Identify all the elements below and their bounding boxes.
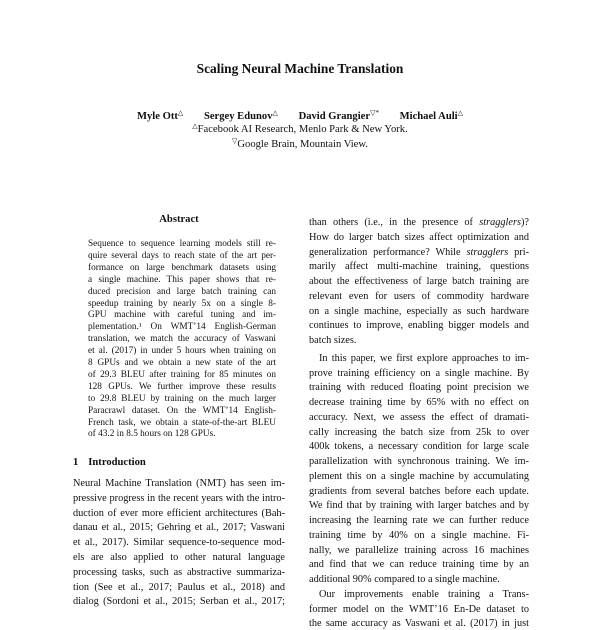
author: Michael Auli△	[399, 109, 463, 122]
abstract-line: quire several days to reach state of the art per-	[88, 250, 276, 261]
paragraph-line: former model on the WMT’16 En-De dataset to	[309, 603, 529, 615]
abstract-line: translation, we match the accuracy of Vaswani	[88, 334, 276, 345]
paragraph-line: additional 90% compared to a single machine.	[309, 574, 500, 585]
abstract-line: a single machine. This paper shows that re-	[88, 274, 276, 285]
abstract-line: of 29.3 BLEU after training for 85 minutes on	[88, 369, 276, 380]
paragraph-line: 400k tokens, a necessary condition for large scale	[309, 441, 529, 453]
abstract-line: 8 GPUs and we obtain a new state of the art	[88, 358, 276, 368]
paragraph-line: et al., 2017). Similar sequence-to-sequence mod-	[73, 537, 285, 549]
abstract-line: of 43.2 in 8.5 hours on 128 GPUs.	[88, 429, 216, 440]
paragraph-line: about the effectiveness of large batch training are	[309, 276, 529, 287]
paragraph-line: marily affect multi-machine training, questions	[309, 261, 529, 273]
paragraph-line: than others (i.e., in the presence of stragglers)?	[309, 217, 529, 228]
paragraph-line: processing tasks, such as abstractive summariza-	[73, 566, 285, 578]
affiliation: ▽Google Brain, Mountain View.	[232, 137, 368, 150]
author-affiliation-mark: △	[457, 109, 463, 117]
author-affiliation-mark: △	[177, 109, 184, 117]
abstract-line: French task, we obtain a state-of-the-art BLEU	[88, 417, 276, 428]
paragraph-line: batch sizes.	[309, 335, 357, 346]
paragraph-line: on a single machine, especially as such hardware	[309, 305, 529, 317]
paragraph-line: gradients from several batches before each update.	[309, 485, 529, 497]
paragraph-line: els are also applied to other natural language	[73, 552, 285, 563]
paragraph-line: Neural Machine Translation (NMT) has seen im-	[73, 478, 285, 489]
author: Sergey Edunov△	[203, 109, 278, 122]
paper-title: Scaling Neural Machine Translation	[196, 61, 404, 76]
abstract-line: GPU machine with careful tuning and im-	[88, 310, 276, 321]
paragraph-line: training with reduced floating point precision we	[309, 382, 529, 394]
paragraph-line: pressive progress in the recent years with the intro-	[73, 492, 285, 504]
paragraph-line: dialog (Sordoni et al., 2015; Serban et al., 2017;	[73, 596, 285, 608]
paragraph-line: relevant even for users of commodity hardware	[309, 290, 529, 302]
paragraph-line: nally, we parallelize training across 16 machines	[309, 544, 529, 556]
paragraph-line: generalization performance? While stragglers pri-	[309, 246, 529, 258]
abstract-line: duced precision and large batch training can	[88, 286, 276, 297]
paragraph-line: increasing the learning rate we can further reduce	[309, 515, 529, 526]
section-heading: 1 Introduction	[73, 457, 146, 468]
paragraph-line: continues to improve, enabling bigger models and	[309, 320, 529, 332]
abstract-line: Paracrawl dataset. On the WMT’14 English-	[88, 405, 276, 416]
abstract-line: formance on large benchmark datasets using	[88, 262, 276, 273]
paragraph-line: danau et al., 2015; Gehring et al., 2017; Vaswani	[73, 522, 285, 534]
paragraph-line: parallelization with synchronous training. We im-	[309, 456, 529, 467]
author-list	[0, 109, 600, 122]
paragraph-line: In this paper, we first explore approaches to im-	[319, 352, 529, 364]
paragraph-line: cally increasing the batch size from 25k to over	[309, 426, 529, 438]
paragraph-line: plement this on a single machine by accumulating	[309, 470, 529, 482]
paragraph-line: We find that by training with larger batches and by	[309, 500, 529, 512]
author: Myle Ott△	[137, 109, 184, 122]
abstract-line: Sequence to sequence learning models still re-	[88, 239, 276, 249]
abstract-heading: Abstract	[159, 214, 199, 225]
author: David Grangier▽*	[298, 109, 379, 122]
author-affiliation-mark: ▽*	[370, 109, 379, 117]
abstract-line: to 29.8 BLEU by training on the much larger	[88, 393, 276, 404]
affiliation: △Facebook AI Research, Menlo Park & New York.	[192, 122, 408, 135]
abstract-line: speedup training by nearly 5x on a single 8-	[88, 298, 276, 309]
abstract-line: et al. (2017) in under 5 hours when training on	[88, 346, 276, 357]
paragraph-line: and find that we can reduce training time by an	[309, 559, 529, 571]
paragraph-line: tion (See et al., 2017; Paulus et al., 2018) and	[73, 581, 285, 593]
abstract-line: plementation.¹ On WMT’14 English-German	[88, 322, 276, 333]
abstract-line: 128 GPUs. We further improve these results	[88, 381, 276, 392]
paragraph-line: prove training efficiency on a single machine. By	[309, 367, 529, 379]
paragraph-line: decrease training time by 65% with no effect on	[309, 397, 529, 408]
paragraph-line: accuracy. Next, we assess the effect of dramati-	[309, 411, 529, 423]
paragraph-line: the same accuracy as Vaswani et al. (2017) in just	[309, 618, 529, 630]
paragraph-line: training time by 40% on a single machine. Fi-	[309, 529, 529, 541]
paragraph-line: duction of ever more efficient architectures (Bah-	[73, 507, 285, 519]
author-affiliation-mark: △	[272, 109, 278, 117]
paragraph-line: How do larger batch sizes affect optimization and	[309, 231, 529, 243]
paragraph-line: Our improvements enable training a Trans-	[319, 588, 529, 600]
